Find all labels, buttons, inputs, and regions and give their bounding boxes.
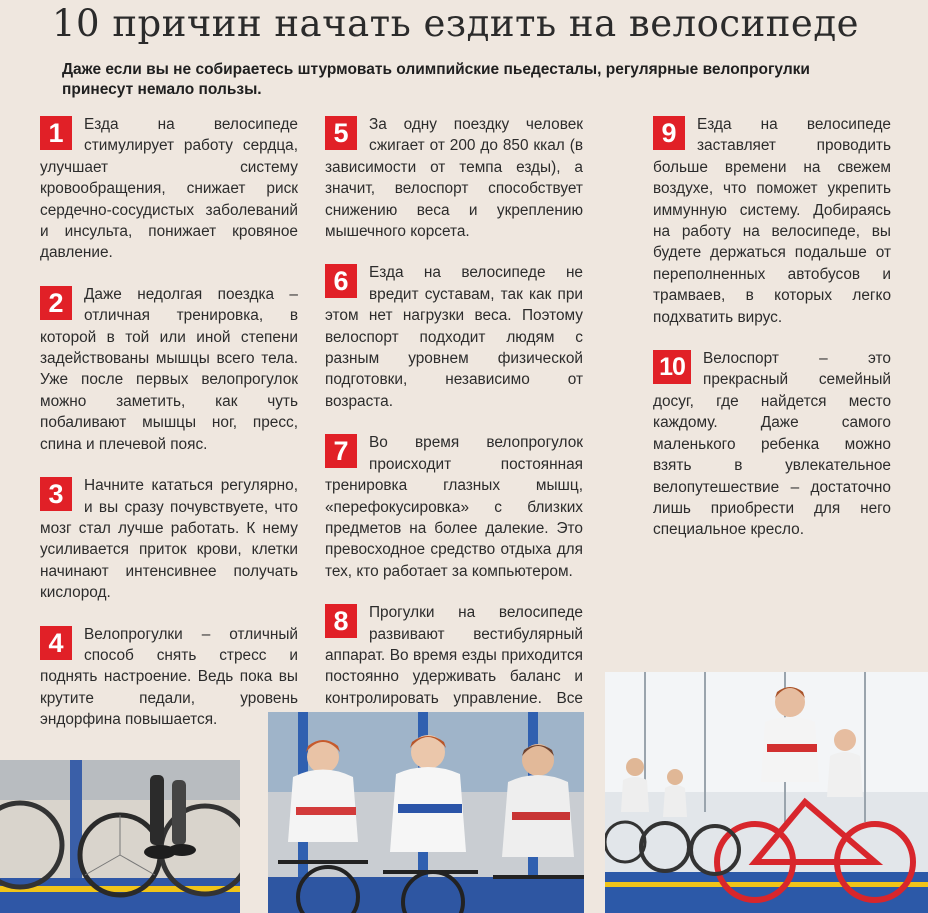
- reason-text: Велопрогулки – отличный способ снять стресс и поднять настроение. Ведь пока вы крутите педали, уровень эндорфина повышается.: [40, 625, 298, 729]
- reason-text: Езда на велосипеде не вредит суставам, так как при этом нет нагрузки веса. Поэтому велоспорт подходит людям с разным уровнем физической подготовки, независимо от возраста.: [325, 264, 583, 410]
- reason-number: 2: [40, 286, 72, 320]
- reason-item: [40, 624, 298, 731]
- reason-text: Прогулки на велосипеде развивают вестибулярный аппарат. Во время езды приходится постоянно удерживать баланс и контролировать управление. Все: [325, 604, 583, 707]
- reason-number: 3: [40, 477, 72, 511]
- column-3: [653, 114, 891, 561]
- reason-item: [40, 475, 298, 603]
- reason-text: Даже недолгая поездка – отличная тренировка, в которой в той или иной степени задействованы мышцы всего тела. Уже после первых велопрогулок можно заметить, как чуть побаливают мышцы ног, пресс, спина и плечевой пояс.: [40, 285, 298, 453]
- bike-wheels-illustration: [0, 760, 240, 913]
- reason-text: Езда на велосипеде стимулирует работу сердца, улучшает систему кровообращения, снижает риск сердечно-сосудистых заболеваний и инсульта, понижает кровяное давление.: [40, 116, 298, 262]
- reason-item: [325, 432, 583, 582]
- reason-number: 7: [325, 434, 357, 468]
- subtitle: Даже если вы не собираетесь штурмовать олимпийские пьедесталы, регулярные велопрогулки принесут немало пользы.: [62, 61, 810, 98]
- reason-text: Езда на велосипеде заставляет проводить больше времени на свежем воздухе, что поможет укрепить иммунную систему. Добираясь на работу на велосипеде, вы будете держаться подальше от переполненных автобусов и трамваев, в которых легко подхватить вирус.: [653, 116, 891, 326]
- photo-bike-wheels: [0, 760, 240, 913]
- reason-number: 10: [653, 350, 691, 384]
- reason-item: [653, 114, 891, 328]
- reason-number: 4: [40, 626, 72, 660]
- reason-text: Во время велопрогулок происходит постоянная тренировка глазных мышц, «перефокусировка» с близких предметов на более далекие. Это превосходное средство отдыха для тех, кто работает за компьютером.: [325, 434, 583, 580]
- reason-item: [40, 284, 298, 455]
- reason-item: [40, 114, 298, 264]
- photo-girls-training: [268, 712, 584, 913]
- girls-training-illustration: [268, 712, 584, 913]
- reason-text: За одну поездку человек сжигает от 200 до 850 ккал (в зависимости от темпа езды), а значит, велоспорт способствует снижению веса и укреплению мышечного корсета.: [325, 116, 583, 241]
- reason-number: 6: [325, 264, 357, 298]
- reason-number: 8: [325, 604, 357, 638]
- reason-number: 5: [325, 116, 357, 150]
- column-2: [325, 114, 583, 772]
- reason-item: [653, 348, 891, 541]
- column-1: [40, 114, 298, 751]
- reason-number: 1: [40, 116, 72, 150]
- page-title: 10 причин начать ездить на велосипеде: [52, 2, 860, 45]
- reason-item: [325, 262, 583, 412]
- reason-item: [325, 114, 583, 242]
- photo-cyclists-row: [605, 672, 928, 913]
- reason-text: Велоспорт – это прекрасный семейный досуг, где найдется место каждому. Даже самого маленького ребенка можно взять в увлекательное велопутешествие – достаточно лишь приобрести для него специальное кресло.: [653, 350, 891, 539]
- reason-number: 9: [653, 116, 685, 150]
- reason-text: Начните кататься регулярно, и вы сразу почувствуете, что мозг стал лучше работать. К нему усиливается приток крови, клетки начинают интенсивнее получать кислород.: [40, 477, 298, 602]
- cyclists-row-illustration: [605, 672, 928, 913]
